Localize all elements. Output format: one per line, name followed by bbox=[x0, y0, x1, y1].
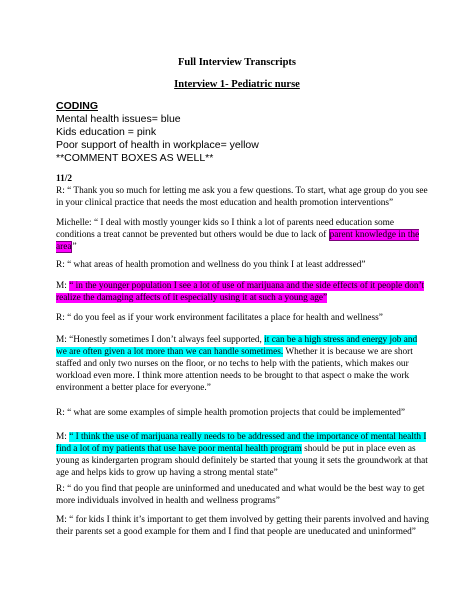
transcript-paragraph bbox=[56, 408, 430, 420]
highlight-cyan: “ I think the use of marijuana really needs to be addressed and the importance of mental health I find a lot of my patients that use have poor mental health program bbox=[56, 432, 427, 454]
paragraph-text: ” bbox=[72, 241, 77, 252]
transcript-paragraph bbox=[56, 515, 430, 539]
paragraph-text: R: “ what are some examples of simple health promotion projects that could be implemented” bbox=[56, 408, 406, 418]
highlight-pink: parent knowledge in the area bbox=[56, 229, 420, 252]
paragraph-text: M: “Honestly sometimes I don’t always feel supported, bbox=[56, 335, 265, 345]
document-title: Full Interview Transcripts bbox=[177, 57, 297, 68]
transcript-paragraph bbox=[56, 218, 430, 254]
highlight-cyan: it can be a high stress and energy job and we are often given a lot more than we can handle sometimes. bbox=[56, 335, 418, 357]
paragraph-text: should be put in place even as young as kindergarten program should definitely be started that young it sets the groundwork at that age and helps kids to grow up having a strong mental state” bbox=[56, 443, 428, 478]
paragraph-text: M: bbox=[56, 432, 70, 442]
coding-legend bbox=[56, 100, 259, 165]
transcript-paragraph bbox=[56, 281, 430, 305]
coding-line: Mental health issues= blue bbox=[56, 113, 181, 125]
transcript-paragraph bbox=[56, 432, 430, 480]
highlight-pink: “ in the younger population I see a lot of use of marijuana and the side effects of it people don’t realize the damaging affects of it especially using it at such a young age” bbox=[56, 281, 425, 303]
transcript-paragraph bbox=[56, 313, 430, 325]
paragraph-text: R: “ do you find that people are uninformed and uneducated and what would be the best way to get more individuals involved in health and wellness programs” bbox=[56, 484, 425, 506]
transcript-paragraph bbox=[56, 260, 430, 272]
coding-line: Poor support of health in workplace= yellow bbox=[56, 139, 259, 151]
paragraph-text: R: “ do you feel as if your work environment facilitates a place for health and wellness” bbox=[56, 313, 383, 323]
paragraph-text: R: “ Thank you so much for letting me ask you a few questions. To start, what age group do you see in your clinical practice that needs the most education and health promotion interventions” bbox=[56, 186, 428, 208]
paragraph-text: Michelle: “ I deal with mostly younger kids so I think a lot of parents need education some conditions a treat cannot be prevented but others would be due to lack of bbox=[56, 218, 394, 240]
paragraph-text: M: bbox=[56, 281, 70, 291]
transcript-paragraph bbox=[56, 484, 430, 508]
coding-line: Kids education = pink bbox=[56, 126, 157, 138]
paragraph-text: M: “ for kids I think it’s important to get them involved by getting their parents involved and having their parents set a good example for them and I find that people are uneducated and uninformed” bbox=[56, 515, 429, 537]
transcript-paragraph bbox=[56, 186, 430, 210]
transcript-paragraph bbox=[56, 335, 430, 395]
coding-line: **COMMENT BOXES AS WELL** bbox=[56, 152, 214, 164]
paragraph-text: Whether it is because we are short staffed and only two nurses on the floor, or no techs to help with the patients, which makes our workload even more. I think more attention needs to be brought to that aspect o make the work environment a better place for everyone.” bbox=[56, 346, 413, 393]
interview-date: 11/2 bbox=[56, 174, 73, 184]
document-subtitle: Interview 1- Pediatric nurse bbox=[174, 79, 300, 90]
coding-heading: CODING bbox=[56, 100, 98, 112]
paragraph-text: R: “ what areas of health promotion and wellness do you think I at least addressed” bbox=[56, 260, 366, 270]
